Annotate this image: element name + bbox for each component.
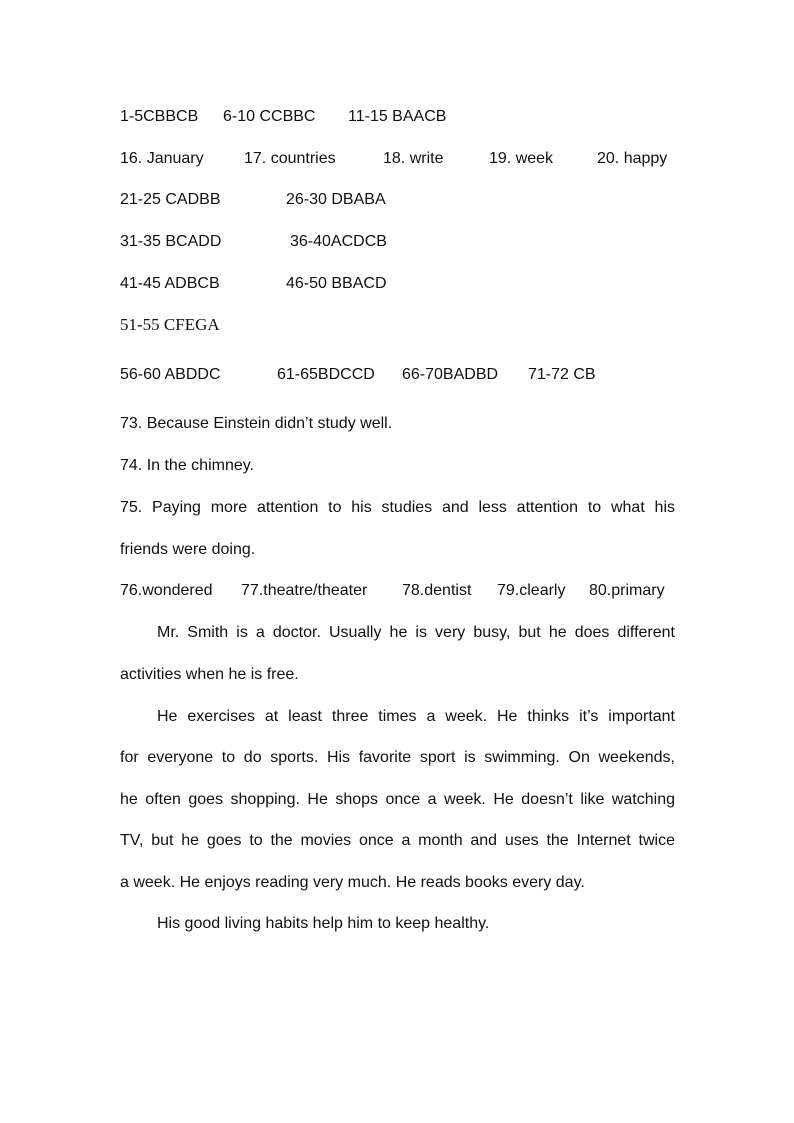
answer-78: 78.dentist [402, 582, 472, 599]
answer-77: 77.theatre/theater [241, 582, 368, 599]
essay-p2-line-2: for everyone to do sports. His favorite sport is swimming. On weekends, [120, 749, 675, 766]
answer-80: 80.primary [589, 582, 665, 599]
answer-36-40: 36-40ACDCB [290, 233, 387, 250]
answer-56-60: 56-60 ABDDC [120, 366, 221, 383]
answer-21-25: 21-25 CADBB [120, 191, 221, 208]
answer-19: 19. week [489, 150, 554, 167]
answer-66-70: 66-70BADBD [402, 366, 499, 383]
answer-75-line-1: 75. Paying more attention to his studies and less attention to what his [120, 499, 675, 516]
answer-41-45: 41-45 ADBCB [120, 275, 220, 292]
essay-p2-line-1: He exercises at least three times a week. He thinks it’s important [157, 708, 675, 725]
answer-31-35: 31-35 BCADD [120, 233, 222, 250]
answer-26-30: 26-30 DBABA [286, 191, 386, 208]
answer-75-line-2: friends were doing. [120, 541, 256, 558]
answer-74: 74. In the chimney. [120, 457, 254, 474]
answer-6-10: 6-10 CCBBC [223, 108, 316, 125]
answer-71-72: 71-72 CB [528, 366, 596, 383]
answer-18: 18. write [383, 150, 444, 167]
answer-11-15: 11-15 BAACB [348, 108, 447, 125]
essay-p3-line-1: His good living habits help him to keep healthy. [157, 915, 490, 932]
essay-p2-line-3: he often goes shopping. He shops once a week. He doesn’t like watching [120, 791, 675, 808]
answer-76: 76.wondered [120, 582, 213, 599]
answer-61-65: 61-65BDCCD [277, 366, 375, 383]
answer-16: 16. January [120, 150, 204, 167]
answer-73: 73. Because Einstein didn’t study well. [120, 415, 393, 432]
answer-17: 17. countries [244, 150, 336, 167]
answer-51-55: 51-55 CFEGA [120, 315, 220, 334]
essay-p2-line-4: TV, but he goes to the movies once a month and uses the Internet twice [120, 832, 675, 849]
answer-79: 79.clearly [497, 582, 566, 599]
answer-20: 20. happy [597, 150, 668, 167]
essay-p1-line-1: Mr. Smith is a doctor. Usually he is very busy, but he does different [157, 624, 675, 641]
essay-p1-line-2: activities when he is free. [120, 666, 299, 683]
answer-1-5: 1-5CBBCB [120, 108, 199, 125]
answer-46-50: 46-50 BBACD [286, 275, 387, 292]
essay-p2-line-5: a week. He enjoys reading very much. He reads books every day. [120, 874, 585, 891]
